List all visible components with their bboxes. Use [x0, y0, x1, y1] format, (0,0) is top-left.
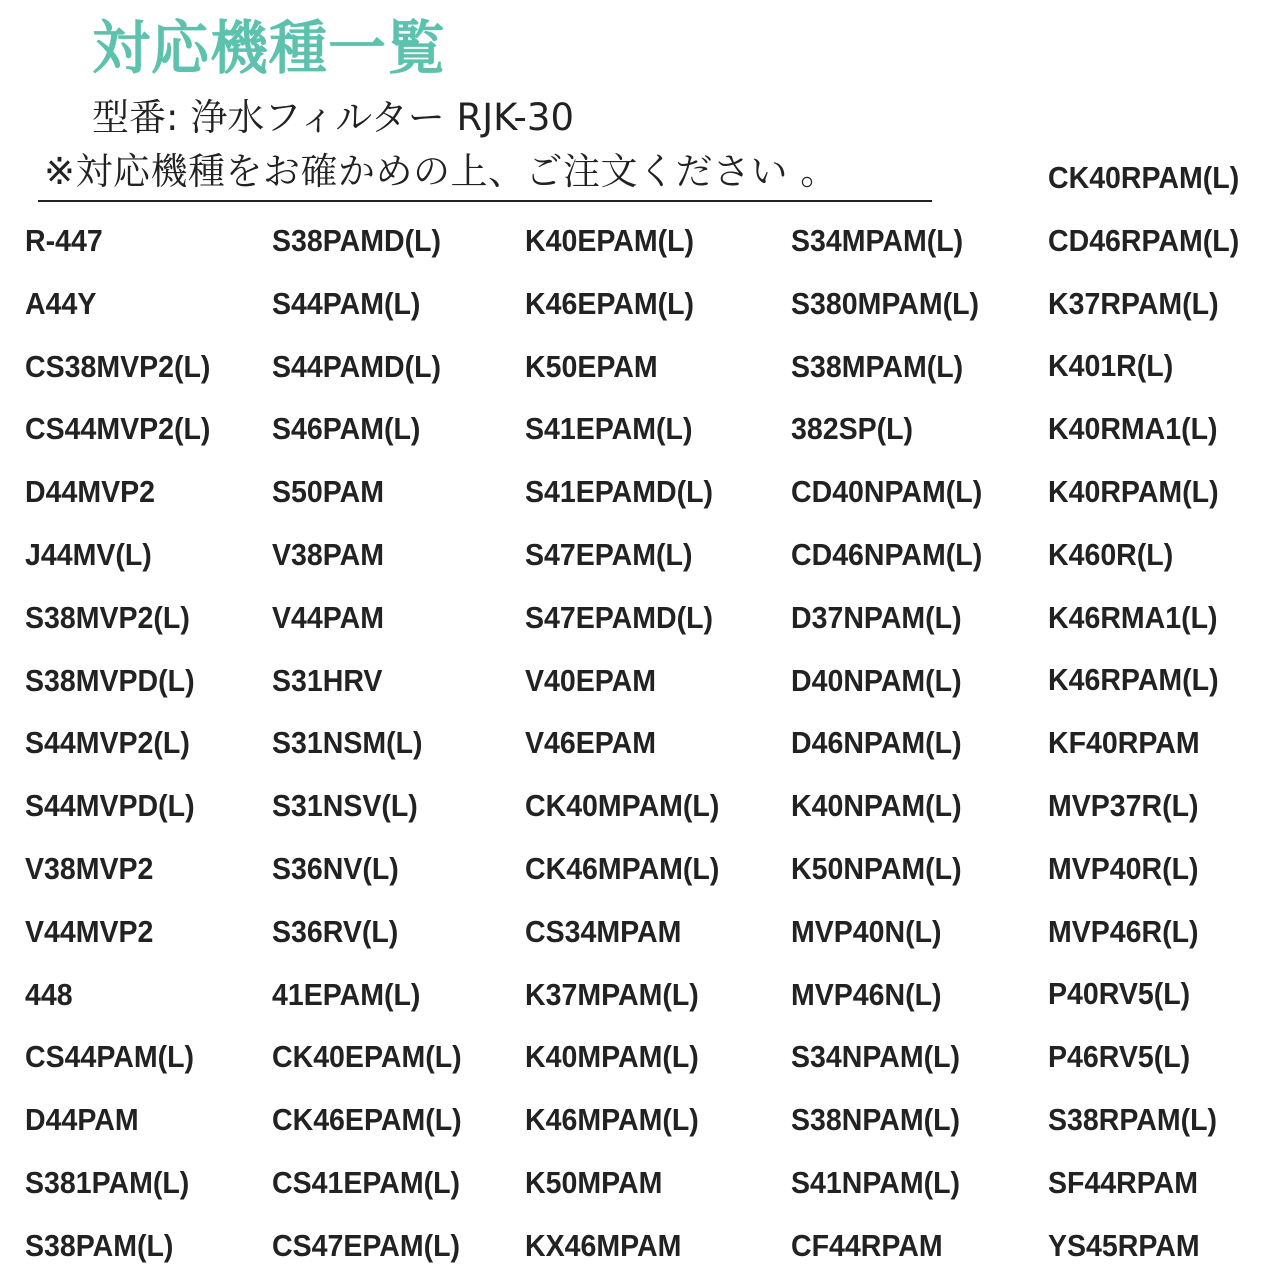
model-item: K46RMA1(L) — [1048, 599, 1218, 635]
model-item: MVP40N(L) — [791, 913, 942, 949]
model-item: D37NPAM(L) — [791, 599, 962, 635]
model-item: S41EPAMD(L) — [525, 474, 714, 510]
model-item: K50MPAM — [525, 1165, 663, 1200]
model-item: CS34MPAM — [525, 913, 682, 949]
model-item: S38PAM(L) — [25, 1227, 174, 1263]
model-item: J44MV(L) — [25, 537, 152, 572]
model-item: D44PAM — [25, 1102, 139, 1138]
model-item: D40NPAM(L) — [791, 662, 962, 698]
model-item: D46NPAM(L) — [791, 725, 962, 761]
model-item: CK46EPAM(L) — [272, 1102, 462, 1138]
model-item: S44MVPD(L) — [25, 788, 195, 824]
model-item: D44MVP2 — [25, 474, 155, 510]
model-item: 382SP(L) — [791, 411, 914, 447]
model-item: S36RV(L) — [272, 913, 399, 949]
order-notice: ※対応機種をお確かめの上、ご注文ください 。 — [44, 150, 838, 193]
model-item: CS47EPAM(L) — [272, 1227, 461, 1263]
model-item: K46RPAM(L) — [1048, 662, 1219, 698]
model-item: 41EPAM(L) — [272, 976, 421, 1012]
model-item: S47EPAMD(L) — [525, 599, 714, 635]
model-item: CD46RPAM(L) — [1048, 222, 1240, 258]
model-item: MVP40R(L) — [1048, 850, 1199, 886]
model-item: S38NPAM(L) — [791, 1102, 961, 1138]
model-item: K40NPAM(L) — [791, 788, 962, 824]
model-item: K460R(L) — [1048, 536, 1174, 572]
model-item: CD40NPAM(L) — [791, 474, 983, 510]
model-item: S380MPAM(L) — [791, 285, 980, 321]
model-item: K37MPAM(L) — [525, 976, 699, 1012]
model-item: S38MVP2(L) — [25, 599, 190, 635]
model-item: S31HRV — [272, 662, 383, 698]
model-item: S31NSM(L) — [272, 725, 423, 761]
model-item: S47EPAM(L) — [525, 537, 693, 572]
model-number-line: 型番: 浄水フィルター RJK-30 — [92, 96, 574, 139]
model-item: S34MPAM(L) — [791, 223, 964, 258]
model-item: V44PAM — [272, 599, 385, 635]
model-item: S38MPAM(L) — [791, 348, 964, 384]
model-item: MVP46R(L) — [1048, 913, 1199, 949]
model-item: YS45RPAM — [1048, 1227, 1200, 1263]
model-item: CK40RPAM(L) — [1048, 160, 1240, 195]
model-item: R-447 — [25, 223, 103, 258]
model-item: S38MVPD(L) — [25, 662, 195, 698]
model-item: S31NSV(L) — [272, 788, 418, 824]
model-item: V38PAM — [272, 537, 385, 572]
model-item: S381PAM(L) — [25, 1165, 190, 1200]
model-item: K50NPAM(L) — [791, 851, 962, 886]
model-item: K46MPAM(L) — [525, 1102, 699, 1138]
model-item: K40RMA1(L) — [1048, 411, 1218, 447]
model-item: V44MVP2 — [25, 913, 154, 949]
model-item: S41NPAM(L) — [791, 1165, 961, 1200]
model-item: CS44MVP2(L) — [25, 411, 211, 447]
model-item: KX46MPAM — [525, 1227, 682, 1263]
model-item: 448 — [25, 976, 73, 1012]
model-item: P46RV5(L) — [1048, 1039, 1191, 1075]
model-item: S36NV(L) — [272, 851, 399, 886]
model-item: CK40EPAM(L) — [272, 1039, 462, 1075]
model-item: CS41EPAM(L) — [272, 1165, 461, 1200]
model-item: S44PAMD(L) — [272, 348, 442, 384]
model-item: K40RPAM(L) — [1048, 474, 1219, 509]
model-item: MVP46N(L) — [791, 976, 942, 1012]
model-item: S41EPAM(L) — [525, 411, 693, 447]
notice-underline — [38, 200, 932, 202]
model-item: SF44RPAM — [1048, 1164, 1199, 1200]
model-item: K37RPAM(L) — [1048, 285, 1219, 321]
model-item: K40EPAM(L) — [525, 223, 695, 258]
model-item: V46EPAM — [525, 725, 657, 761]
model-item: S44PAM(L) — [272, 285, 421, 321]
model-item: K401R(L) — [1048, 348, 1174, 384]
model-item: K46EPAM(L) — [525, 285, 695, 321]
model-item: K40MPAM(L) — [525, 1039, 699, 1075]
model-item: KF40RPAM — [1048, 725, 1200, 761]
model-item: CS44PAM(L) — [25, 1039, 195, 1075]
model-item: CK40MPAM(L) — [525, 788, 720, 824]
model-item: S38PAMD(L) — [272, 223, 442, 258]
model-item: S44MVP2(L) — [25, 725, 190, 761]
model-item: S38RPAM(L) — [1048, 1102, 1218, 1137]
model-item: CS38MVP2(L) — [25, 348, 211, 384]
model-item: CD46NPAM(L) — [791, 537, 983, 572]
model-item: MVP37R(L) — [1048, 788, 1199, 823]
model-item: S50PAM — [272, 474, 385, 510]
model-item: S34NPAM(L) — [791, 1039, 961, 1075]
model-item: V38MVP2 — [25, 851, 154, 886]
model-item: CF44RPAM — [791, 1227, 943, 1263]
model-item: K50EPAM — [525, 348, 658, 384]
page-title: 対応機種一覧 — [92, 14, 447, 82]
model-item: P40RV5(L) — [1048, 976, 1191, 1012]
model-item: CK46MPAM(L) — [525, 851, 720, 886]
model-item: S46PAM(L) — [272, 411, 421, 447]
model-item: V40EPAM — [525, 662, 657, 698]
model-item: A44Y — [25, 285, 97, 321]
